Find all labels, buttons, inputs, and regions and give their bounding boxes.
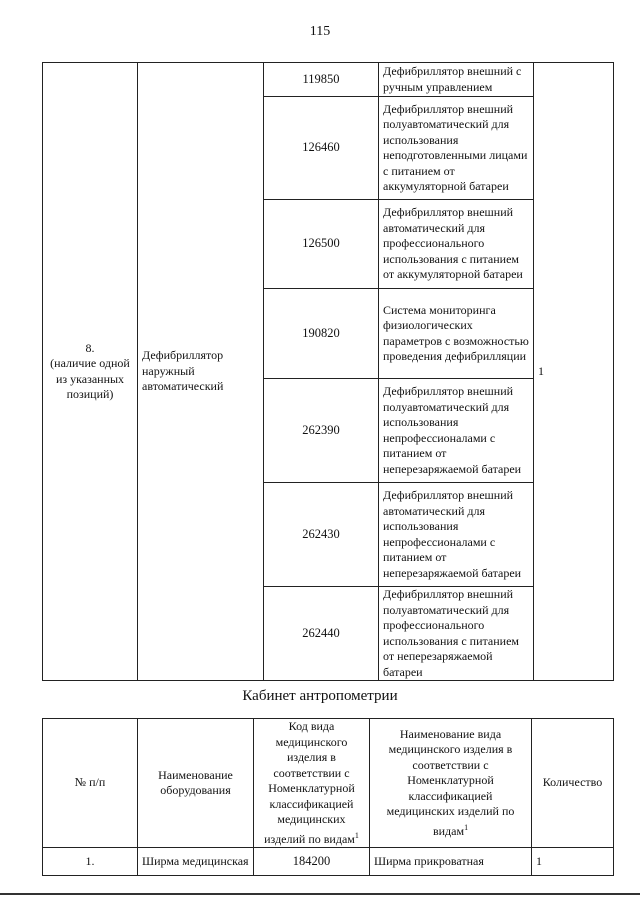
header-type-name-text: Наименование вида медицинского изделия в соответствии с Номенклатурной классификацией медицинских изделий по видам	[386, 726, 515, 838]
equipment-name-cell: Ширма медицинская	[138, 848, 254, 876]
footnote-marker: 1	[464, 822, 469, 832]
section-title: Кабинет антропометрии	[242, 688, 398, 704]
code-cell: 262430	[264, 483, 379, 587]
defibrillator-table	[42, 62, 614, 681]
code-cell: 126500	[264, 200, 379, 289]
header-equipment: Наименование оборудования	[138, 719, 254, 848]
quantity-cell: 1	[532, 848, 614, 876]
header-quantity: Количество	[532, 719, 614, 848]
anthropometry-table	[42, 718, 614, 876]
header-code	[254, 719, 370, 848]
code-cell: 126460	[264, 97, 379, 200]
header-index: № п/п	[43, 719, 138, 848]
type-name-cell: Дефибриллятор внешний полуавтоматический для использования непрофессионалами с питанием от неперезаряжаемой батареи	[379, 379, 534, 483]
code-cell: 119850	[264, 63, 379, 97]
table-row	[43, 848, 614, 876]
type-name-cell: Дефибриллятор внешний автоматический для профессионального использования с питанием от аккумуляторной батареи	[379, 200, 534, 289]
header-type-name	[370, 719, 532, 848]
equipment-name-cell: Дефибриллятор наружный автоматический	[138, 63, 264, 681]
page-number: 115	[309, 24, 331, 39]
type-name-cell: Дефибриллятор внешний полуавтоматический для использования неподготовленными лицами с питанием от аккумуляторной батареи	[379, 97, 534, 200]
code-cell: 184200	[254, 848, 370, 876]
header-code-text: Код вида медицинского изделия в соответствии с Номенклатурной классификацией медицинских изделий по видам	[264, 719, 355, 846]
code-cell: 190820	[264, 289, 379, 379]
item-index-cell: 1.	[43, 848, 138, 876]
type-name-cell: Система мониторинга физиологических параметров с возможностью проведения дефибрилляции	[379, 289, 534, 379]
code-cell: 262390	[264, 379, 379, 483]
footnote-marker: 1	[354, 830, 359, 840]
type-name-cell: Дефибриллятор внешний с ручным управлением	[379, 63, 534, 97]
table-row	[43, 63, 614, 97]
code-cell: 262440	[264, 587, 379, 681]
type-name-cell: Дефибриллятор внешний автоматический для использования непрофессионалами с питанием от неперезаряжаемой батареи	[379, 483, 534, 587]
page-bottom-rule	[0, 893, 640, 895]
quantity-cell: 1	[534, 63, 614, 681]
type-name-cell: Дефибриллятор внешний полуавтоматический для профессионального использования с питанием от неперезаряжаемой батареи	[379, 587, 534, 681]
type-name-cell: Ширма прикроватная	[370, 848, 532, 876]
table-header-row	[43, 719, 614, 848]
item-index-cell: 8. (наличие одной из указанных позиций)	[43, 63, 138, 681]
